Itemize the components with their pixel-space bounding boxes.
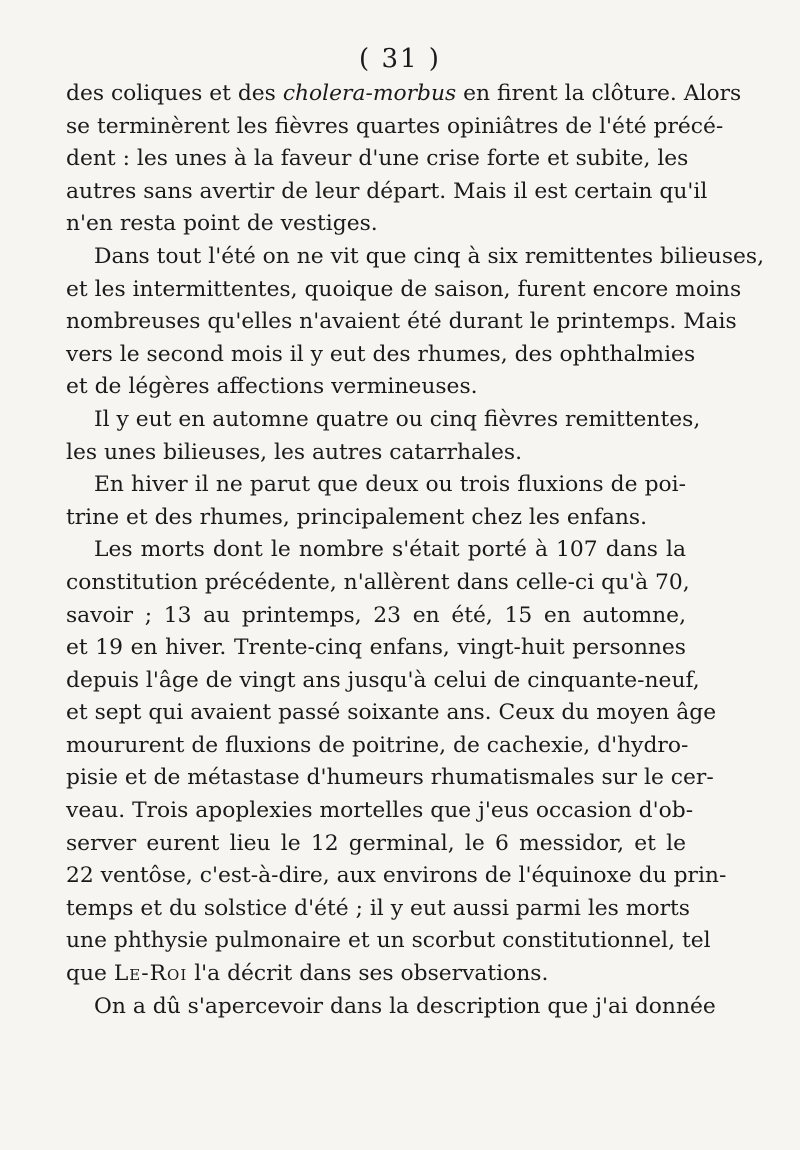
text-line: et sept qui avaient passé soixante ans. Ceux du moyen âge xyxy=(66,700,717,726)
text-line: En hiver il ne parut que deux ou trois fluxions de poi- xyxy=(94,472,686,498)
text-line: et de légères affections vermineuses. xyxy=(66,374,478,400)
text-line: On a dû s'apercevoir dans la description que j'ai donnée xyxy=(94,993,716,1019)
body-text xyxy=(66,78,765,1023)
text-line: une phthysie pulmonaire et un scorbut constitutionnel, tel xyxy=(66,928,711,954)
text-line: constitution précédente, n'allèrent dans celle-ci qu'à 70, xyxy=(66,569,690,595)
text-line: n'en resta point de vestiges. xyxy=(66,211,378,237)
text-line: depuis l'âge de vingt ans jusqu'à celui de cinquante-neuf, xyxy=(66,667,700,693)
text-line: savoir ; 13 au printemps, 23 en été, 15 en automne, xyxy=(66,602,686,628)
page-number: ( 31 ) xyxy=(359,44,441,74)
text-line: Les morts dont le nombre s'était porté à 107 dans la xyxy=(94,537,686,563)
text-line: veau. Trois apoplexies mortelles que j'eus occasion d'ob- xyxy=(66,798,694,824)
text-line: nombreuses qu'elles n'avaient été durant le printemps. Mais xyxy=(66,309,737,335)
text-line: et les intermittentes, quoique de saison, furent encore moins xyxy=(66,276,742,302)
text-line: Dans tout l'été on ne vit que cinq à six remittentes bilieuses, xyxy=(94,243,765,269)
text-line: moururent de fluxions de poitrine, de cachexie, d'hydro- xyxy=(66,732,689,758)
text-line: des coliques et des cholera-morbus en firent la clôture. Alors xyxy=(66,81,742,106)
text-line: que Le-Roi l'a décrit dans ses observations. xyxy=(66,961,549,987)
text-line: vers le second mois il y eut des rhumes, des ophthalmies xyxy=(66,341,696,367)
text-line: se terminèrent les fièvres quartes opiniâtres de l'été précé- xyxy=(66,113,724,139)
text-line: server eurent lieu le 12 germinal, le 6 messidor, et le xyxy=(66,830,686,856)
text-line: 22 ventôse, c'est-à-dire, aux environs de l'équinoxe du prin- xyxy=(66,863,727,889)
text-line: Il y eut en automne quatre ou cinq fièvres remittentes, xyxy=(94,406,701,432)
text-line: les unes bilieuses, les autres catarrhales. xyxy=(66,439,523,465)
text-line: autres sans avertir de leur départ. Mais il est certain qu'il xyxy=(66,178,708,204)
text-line: pisie et de métastase d'humeurs rhumatismales sur le cer- xyxy=(66,765,714,791)
text-line: et 19 en hiver. Trente-cinq enfans, vingt-huit personnes xyxy=(66,635,686,661)
text-line: temps et du solstice d'été ; il y eut aussi parmi les morts xyxy=(66,895,690,921)
text-line: trine et des rhumes, principalement chez les enfans. xyxy=(66,504,648,530)
text-line: dent : les unes à la faveur d'une crise forte et subite, les xyxy=(66,146,689,172)
